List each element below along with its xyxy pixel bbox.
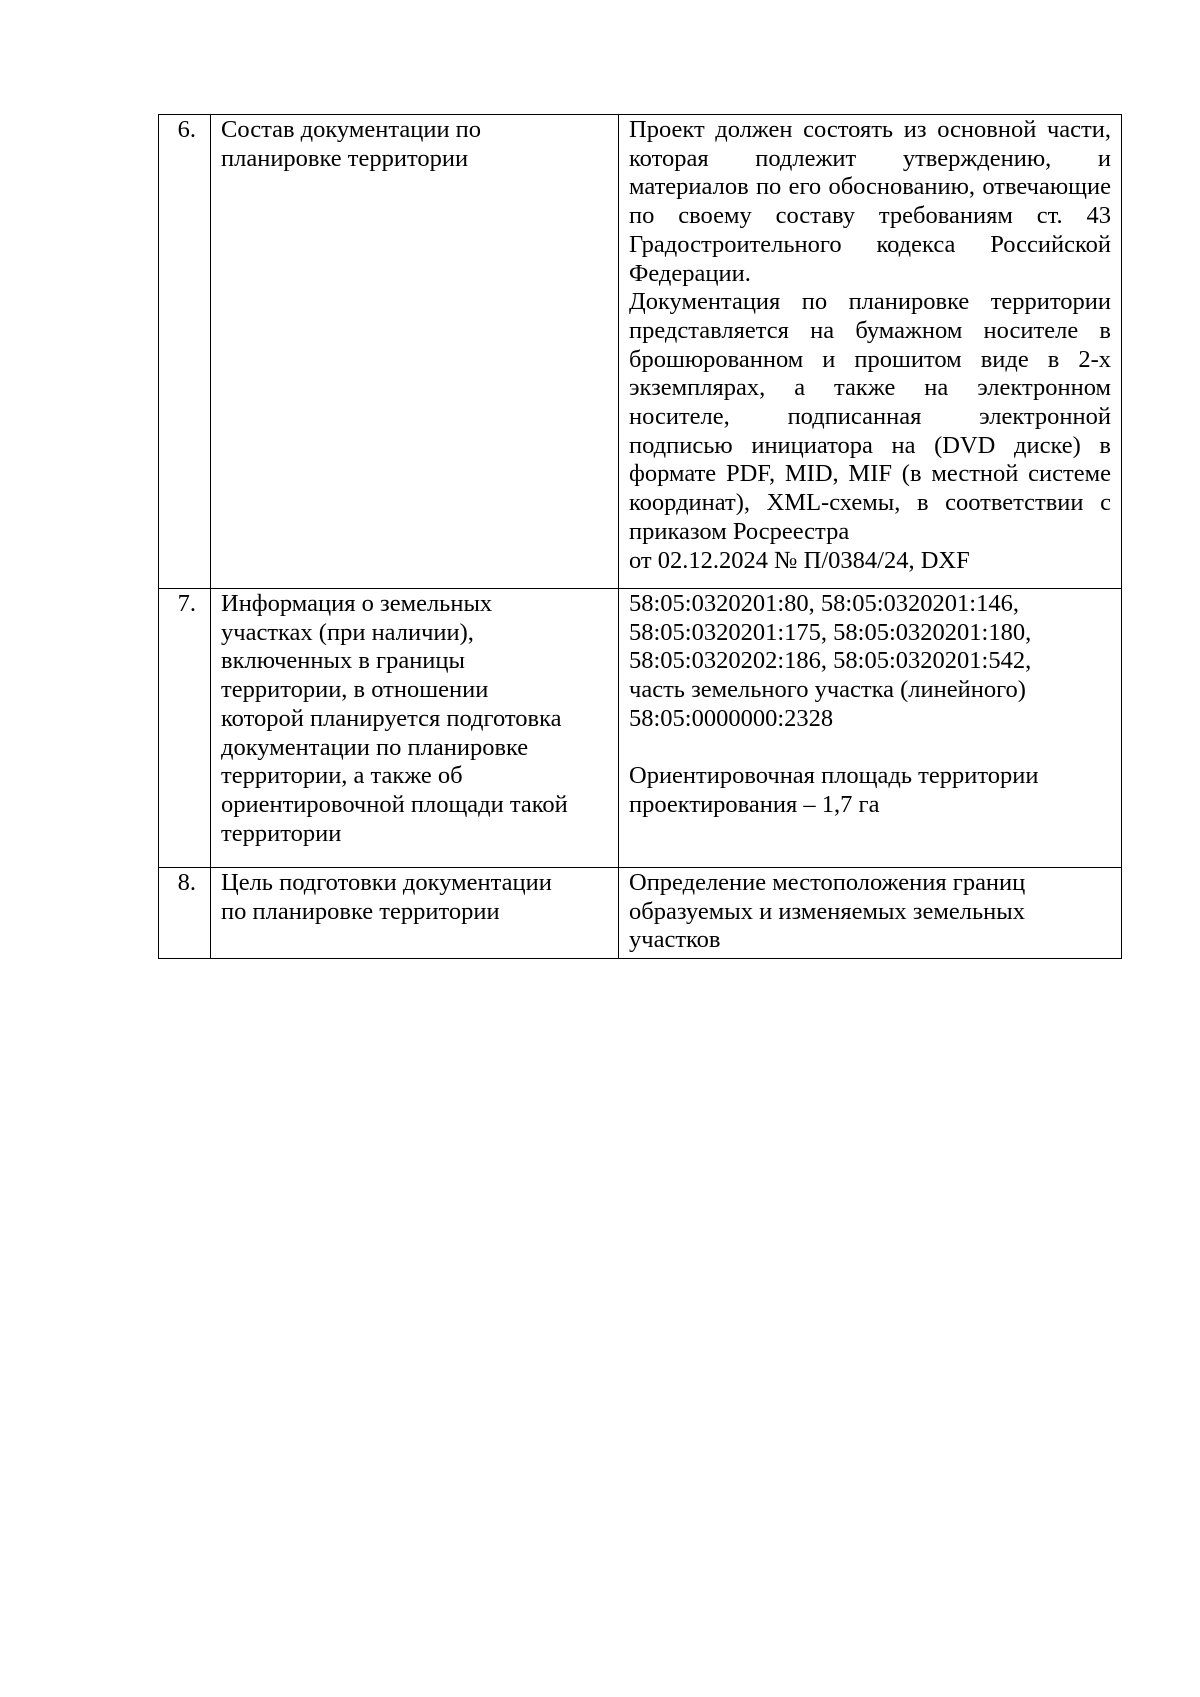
- row-value-paragraph: Документация по планировке территории представляется на бумажном носителе в брошюрованном и прошитом виде в 2-х экземплярах, а также на электронном носителе, подписанная электронной подписью инициатора на (DVD диске) в формате PDF, MID, MIF (в местной системе координат), XML-схемы, в соответствии с приказом Росреестра: [629, 288, 1111, 545]
- row-value-cell: [619, 115, 1122, 589]
- area-line: проектирования – 1,7 га: [629, 790, 880, 818]
- row-number: 6.: [159, 115, 211, 589]
- row-name-line: территории: [221, 819, 342, 847]
- requirements-table: [158, 114, 1122, 959]
- row-name-line: включенных в границы: [221, 647, 465, 675]
- cadastral-number-line: часть земельного участка (линейного): [629, 676, 1026, 704]
- row-name-line: Цель подготовки документации: [221, 869, 552, 896]
- blank-line: [629, 734, 1111, 763]
- row-name-line: Информация о земельных: [221, 590, 493, 617]
- row-name-line: ориентировочной площади такой: [221, 790, 568, 818]
- row-name-cell: [211, 115, 619, 589]
- row-name-line: по планировке территории: [221, 897, 500, 925]
- row-value-line: образуемых и изменяемых земельных: [629, 897, 1025, 925]
- row-number: 8.: [159, 868, 211, 959]
- table-row: [159, 589, 1122, 868]
- row-name-line: документации по планировке: [221, 733, 529, 761]
- row-name-line: планировке территории: [221, 144, 469, 172]
- table-row: [159, 868, 1122, 959]
- cadastral-number-line: 58:05:0320201:175, 58:05:0320201:180,: [629, 618, 1032, 646]
- row-name-line: участках (при наличии),: [221, 618, 474, 646]
- area-line: Ориентировочная площадь территории: [629, 762, 1039, 790]
- row-value-cell: [619, 868, 1122, 959]
- row-name-line: которой планируется подготовка: [221, 704, 562, 732]
- row-value-paragraph: от 02.12.2024 № П/0384/24, DXF: [629, 546, 970, 574]
- row-value-cell: [619, 589, 1122, 868]
- row-name-line: территории, в отношении: [221, 676, 489, 704]
- row-value-line: Определение местоположения границ: [629, 869, 1026, 896]
- row-name-line: Состав документации по: [221, 116, 482, 143]
- table-row: [159, 115, 1122, 589]
- cadastral-number-line: 58:05:0320201:80, 58:05:0320201:146,: [629, 590, 1019, 617]
- row-value-line: участков: [629, 926, 721, 954]
- row-name-line: территории, а также об: [221, 762, 463, 790]
- cadastral-number-line: 58:05:0000000:2328: [629, 704, 834, 732]
- cadastral-number-line: 58:05:0320202:186, 58:05:0320201:542,: [629, 647, 1032, 675]
- row-number: 7.: [159, 589, 211, 868]
- row-name-cell: [211, 868, 619, 959]
- row-name-cell: [211, 589, 619, 868]
- row-value-paragraph: Проект должен состоять из основной части, которая подлежит утверждению, и материалов по его обоснованию, отвечающие по своему составу требованиям ст. 43 Градостроительного кодекса Российской Федерации.: [629, 116, 1111, 287]
